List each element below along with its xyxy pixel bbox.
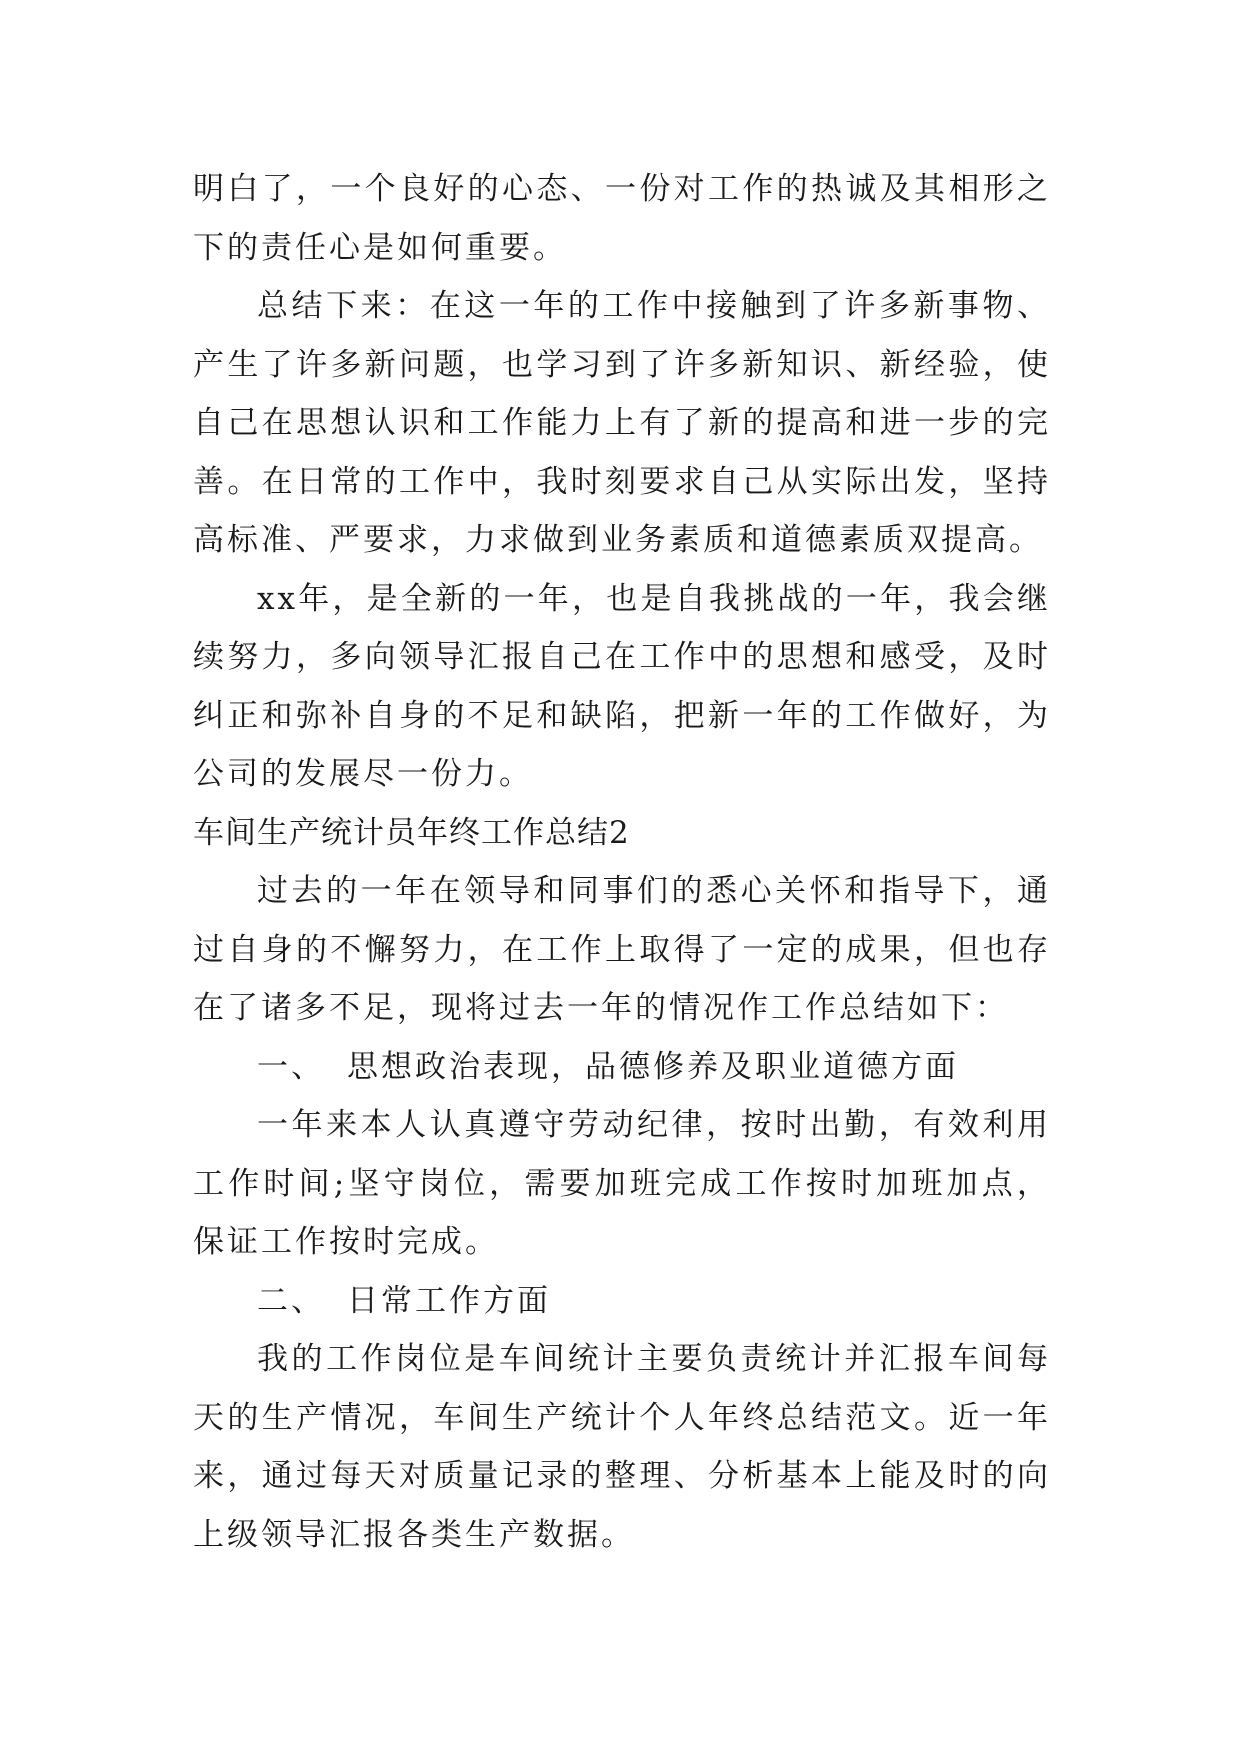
paragraph-continued: 明白了，一个良好的心态、一份对工作的热诚及其相形之下的责任心是如何重要。 <box>193 171 1051 266</box>
paragraph-subsection-1: 一年来本人认真遵守劳动纪律，按时出勤，有效利用工作时间;坚守岗位，需要加班完成工作按时加班加点，保证工作按时完成。 <box>193 1107 1051 1260</box>
subsection-number-2: 二、 <box>257 1282 325 1319</box>
section-title: 车间生产统计员年终工作总结2 <box>193 814 630 851</box>
subsection-heading-2 <box>193 1272 1051 1331</box>
subsection-title-1: 思想政治表现，品德修养及职业道德方面 <box>347 1048 959 1085</box>
paragraph-intro: 过去的一年在领导和同事们的悉心关怀和指导下，通过自身的不懈努力，在工作上取得了一定的成果，但也存在了诸多不足，现将过去一年的情况作工作总结如下： <box>193 873 1051 1026</box>
subsection-number-1: 一、 <box>257 1048 325 1085</box>
paragraph-subsection-2: 我的工作岗位是车间统计主要负责统计并汇报车间每天的生产情况，车间生产统计个人年终总结范文。近一年来，通过每天对质量记录的整理、分析基本上能及时的向上级领导汇报各类生产数据。 <box>193 1341 1051 1553</box>
paragraph-summary: 总结下来：在这一年的工作中接触到了许多新事物、产生了许多新问题，也学习到了许多新知识、新经验，使自己在思想认识和工作能力上有了新的提高和进一步的完善。在日常的工作中，我时刻要求自己从实际出发，坚持高标准、严要求，力求做到业务素质和道德素质双提高。 <box>193 288 1051 558</box>
subsection-heading-1 <box>193 1038 1051 1097</box>
subsection-title-2: 日常工作方面 <box>347 1282 551 1319</box>
paragraph-new-year: xx年，是全新的一年，也是自我挑战的一年，我会继续努力，多向领导汇报自己在工作中的思想和感受，及时纠正和弥补自身的不足和缺陷，把新一年的工作做好，为公司的发展尽一份力。 <box>193 580 1051 792</box>
document-body <box>193 160 1051 1564</box>
